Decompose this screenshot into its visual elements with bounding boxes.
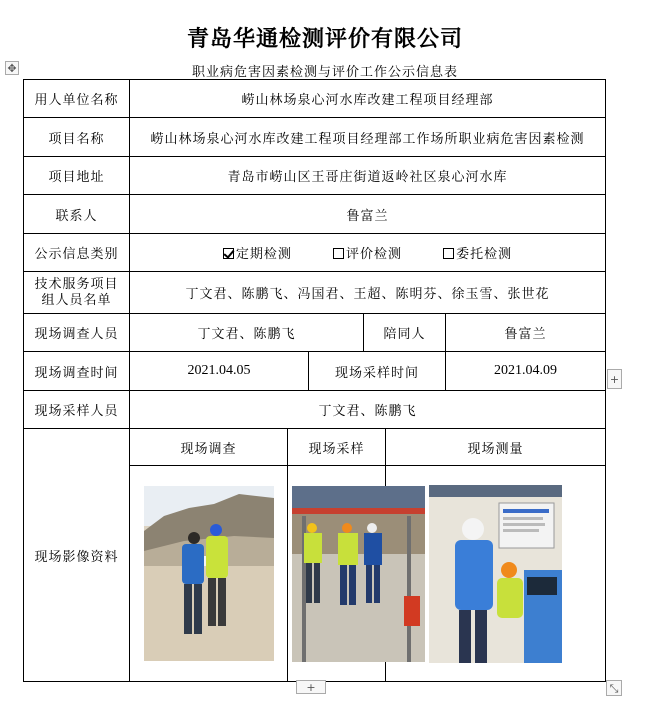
form-subtitle: 职业病危害因素检测与评价工作公示信息表	[191, 65, 458, 80]
option-evaluation-label: 评价检测	[346, 247, 403, 262]
option-commissioned[interactable]	[443, 247, 512, 262]
address-value[interactable]: 青岛市崂山区王哥庄街道返岭社区泉心河水库	[130, 157, 606, 195]
contact-value[interactable]: 鲁富兰	[130, 195, 606, 234]
media-header-survey: 现场调查	[130, 429, 288, 466]
company-title: 青岛华通检测评价有限公司	[186, 27, 463, 52]
row-sampling-staff	[24, 391, 606, 429]
photo-site-measurement[interactable]	[429, 485, 562, 663]
row-address	[24, 157, 606, 195]
team-label-line2: 组人员名单	[41, 292, 112, 308]
option-periodic-label: 定期检测	[235, 247, 292, 262]
media-header-sampling: 现场采样	[288, 429, 386, 466]
disclosure-table	[23, 79, 606, 682]
checkbox-empty-icon[interactable]	[443, 248, 454, 259]
option-evaluation[interactable]	[333, 247, 402, 262]
survey-time-label: 现场调查时间	[24, 352, 130, 391]
option-commissioned-label: 委托检测	[456, 247, 513, 262]
survey-staff-label: 现场调查人员	[24, 314, 130, 352]
survey-time-value[interactable]: 2021.04.05	[130, 352, 309, 391]
project-value[interactable]: 崂山林场泉心河水库改建工程项目经理部工作场所职业病危害因素检测	[130, 118, 606, 157]
checkbox-empty-icon[interactable]	[333, 248, 344, 259]
row-category	[24, 234, 606, 272]
escort-label: 陪同人	[364, 314, 446, 352]
category-options	[130, 234, 606, 272]
table-resize-handle-icon[interactable]: ⤡	[606, 680, 622, 696]
photo-cell-survey	[130, 466, 288, 682]
sampling-time-label: 现场采样时间	[309, 352, 446, 391]
row-employer	[24, 80, 606, 118]
media-header-measurement: 现场测量	[386, 429, 606, 466]
row-team	[24, 272, 606, 314]
address-label: 项目地址	[24, 157, 130, 195]
team-label-line1: 技术服务项目	[34, 276, 119, 292]
photo-site-sampling[interactable]	[292, 486, 425, 662]
add-row-button[interactable]: +	[296, 680, 326, 694]
project-label: 项目名称	[24, 118, 130, 157]
sampling-staff-label: 现场采样人员	[24, 391, 130, 429]
option-periodic[interactable]	[223, 247, 292, 262]
employer-label: 用人单位名称	[24, 80, 130, 118]
checkbox-checked-icon[interactable]	[223, 248, 234, 259]
team-value[interactable]: 丁文君、陈鹏飞、冯国君、王超、陈明芬、徐玉雪、张世花	[130, 272, 606, 314]
photo-cell-sampling	[288, 466, 386, 682]
add-column-button[interactable]: +	[607, 369, 622, 389]
escort-value[interactable]: 鲁富兰	[446, 314, 606, 352]
media-label: 现场影像资料	[24, 429, 130, 682]
survey-staff-value[interactable]: 丁文君、陈鹏飞	[130, 314, 364, 352]
row-survey-staff	[24, 314, 606, 352]
row-contact	[24, 195, 606, 234]
table-move-handle-icon[interactable]: ✥	[5, 61, 19, 75]
photo-site-survey[interactable]	[144, 486, 274, 661]
sampling-time-value[interactable]: 2021.04.09	[446, 352, 606, 391]
row-media-headers	[24, 429, 606, 466]
sampling-staff-value[interactable]: 丁文君、陈鹏飞	[130, 391, 606, 429]
row-times	[24, 352, 606, 391]
employer-value[interactable]: 崂山林场泉心河水库改建工程项目经理部	[130, 80, 606, 118]
row-project	[24, 118, 606, 157]
team-label	[24, 272, 130, 314]
category-label: 公示信息类别	[24, 234, 130, 272]
contact-label: 联系人	[24, 195, 130, 234]
